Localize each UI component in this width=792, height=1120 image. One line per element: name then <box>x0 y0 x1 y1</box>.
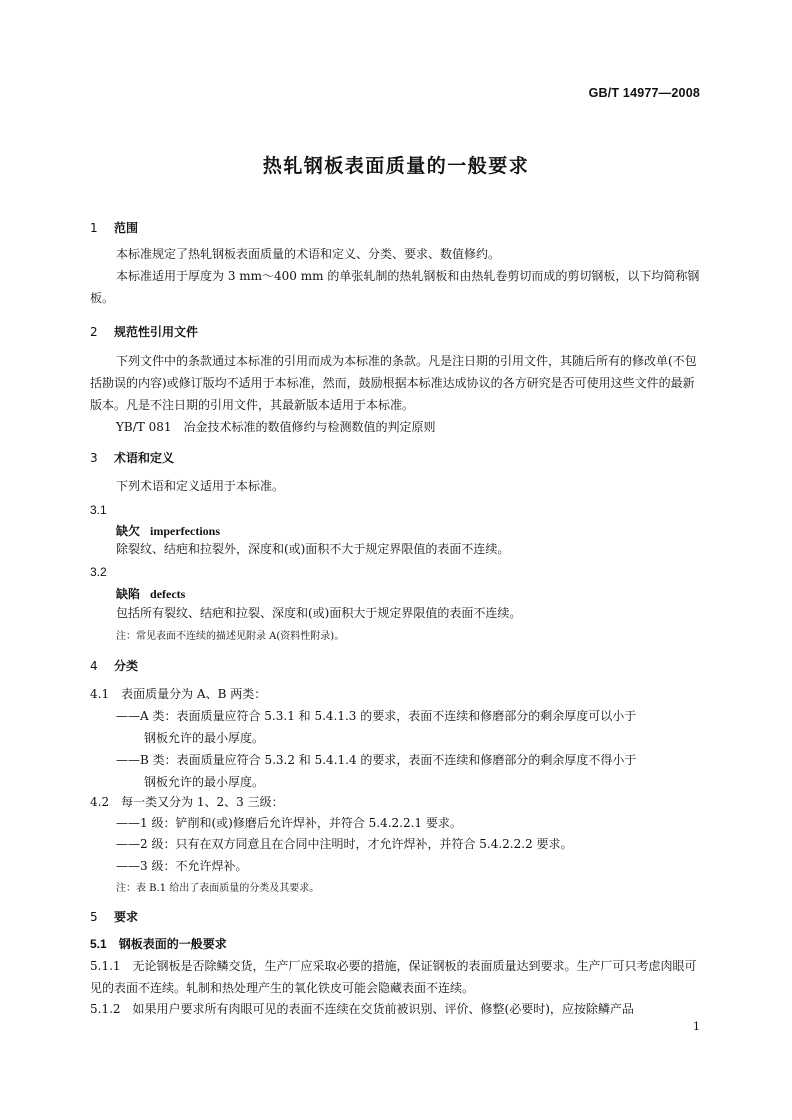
grade-1-item: ——1 级：铲削和(或)修磨后允许焊补，并符合 5.4.2.2.1 要求。 <box>116 816 462 830</box>
class-a-item <box>116 705 702 749</box>
subsection-title: 钢板表面的一般要求 <box>118 937 227 951</box>
term-english: imperfections <box>150 524 220 538</box>
subsection-number: 5.1 <box>90 937 107 951</box>
class-b-line-1: ——B 类：表面质量应符合 5.3.2 和 5.4.1.4 的要求，表面不连续和修磨部分的剩余厚度不得小于 <box>116 753 637 767</box>
section-1-paragraph-2: 本标准适用于厚度为 3 mm～400 mm 的单张轧制的热轧钢板和由热轧卷剪切而成的剪切钢板，以下均简称钢板。 <box>90 269 700 305</box>
section-1-paragraph-1: 本标准规定了热轧钢板表面质量的术语和定义、分类、要求、数值修约。 <box>116 247 501 261</box>
section-3-paragraph-1: 下列术语和定义适用于本标准。 <box>116 479 285 493</box>
term-3-1-definition: 除裂纹、结疤和拉裂外，深度和(或)面积不大于规定界限值的表面不连续。 <box>116 542 510 556</box>
term-chinese: 缺陷 <box>116 587 141 601</box>
clause-5-1-1: 5.1.1 无论钢板是否除鳞交货，生产厂应采取必要的措施，保证钢板的表面质量达到要求。生产厂可只考虑肉眼可见的表面不连续。轧制和热处理产生的氧化铁皮可能会隐藏表面不连续。 <box>90 959 697 995</box>
section-4-heading <box>90 657 138 674</box>
section-5-heading <box>90 908 138 925</box>
section-4-note: 注：表 B.1 给出了表面质量的分类及其要求。 <box>116 883 320 894</box>
section-title: 规范性引用文件 <box>114 325 199 339</box>
section-2-heading <box>90 323 198 340</box>
class-b-line-2: 钢板允许的最小厚度。 <box>144 775 265 789</box>
clause-5-1-2: 5.1.2 如果用户要求所有肉眼可见的表面不连续在交货前被识别、评价、修整(必要时)，应按除鳞产品 <box>90 1002 634 1016</box>
section-1-heading <box>90 219 138 236</box>
section-2-paragraph-1: 下列文件中的条款通过本标准的引用而成为本标准的条款。凡是注日期的引用文件，其随后所有的修改单(不包括勘误的内容)或修订版均不适用于本标准，然而，鼓励根据本标准达成协议的各方研究是否可使用这些文件的最新版本。凡是不注日期的引用文件，其最新版本适用于本标准。 <box>90 354 697 412</box>
term-3-1 <box>116 522 220 539</box>
subsection-5-1-heading <box>90 935 227 952</box>
grade-2-item: ——2 级：只有在双方同意且在合同中注明时，才允许焊补，并符合 5.4.2.2.2 要求。 <box>116 837 573 851</box>
page-number: 1 <box>693 1020 700 1033</box>
standard-code: GB/T 14977—2008 <box>588 86 700 100</box>
term-3-2-number: 3.2 <box>90 565 107 579</box>
term-english: defects <box>150 587 186 601</box>
section-title: 分类 <box>114 659 139 673</box>
section-number: 3 <box>90 451 98 465</box>
document-title: 热轧钢板表面质量的一般要求 <box>262 155 530 177</box>
section-number: 2 <box>90 325 98 339</box>
grade-3-item: ——3 级：不允许焊补。 <box>116 859 248 873</box>
term-chinese: 缺欠 <box>116 524 141 538</box>
section-title: 术语和定义 <box>114 451 175 465</box>
section-number: 1 <box>90 221 98 235</box>
term-3-1-number: 3.1 <box>90 503 107 517</box>
term-3-2 <box>116 585 185 602</box>
section-title: 要求 <box>114 910 139 924</box>
clause-4-1: 4.1 表面质量分为 A、B 两类： <box>90 687 267 701</box>
section-title: 范围 <box>114 221 139 235</box>
section-number: 5 <box>90 910 98 924</box>
class-b-item <box>116 749 702 793</box>
section-3-heading <box>90 449 174 466</box>
term-3-2-definition: 包括所有裂纹、结疤和拉裂、深度和(或)面积大于规定界限值的表面不连续。 <box>116 606 522 620</box>
class-a-line-1: ——A 类：表面质量应符合 5.3.1 和 5.4.1.3 的要求，表面不连续和修磨部分的剩余厚度可以小于 <box>116 709 637 723</box>
clause-4-2: 4.2 每一类又分为 1、2、3 三级： <box>90 795 284 809</box>
section-3-note: 注：常见表面不连续的描述见附录 A(资料性附录)。 <box>116 631 345 642</box>
section-number: 4 <box>90 659 98 673</box>
normative-reference: YB/T 081 冶金技术标准的数值修约与检测数值的判定原则 <box>116 420 436 434</box>
class-a-line-2: 钢板允许的最小厚度。 <box>144 731 265 745</box>
